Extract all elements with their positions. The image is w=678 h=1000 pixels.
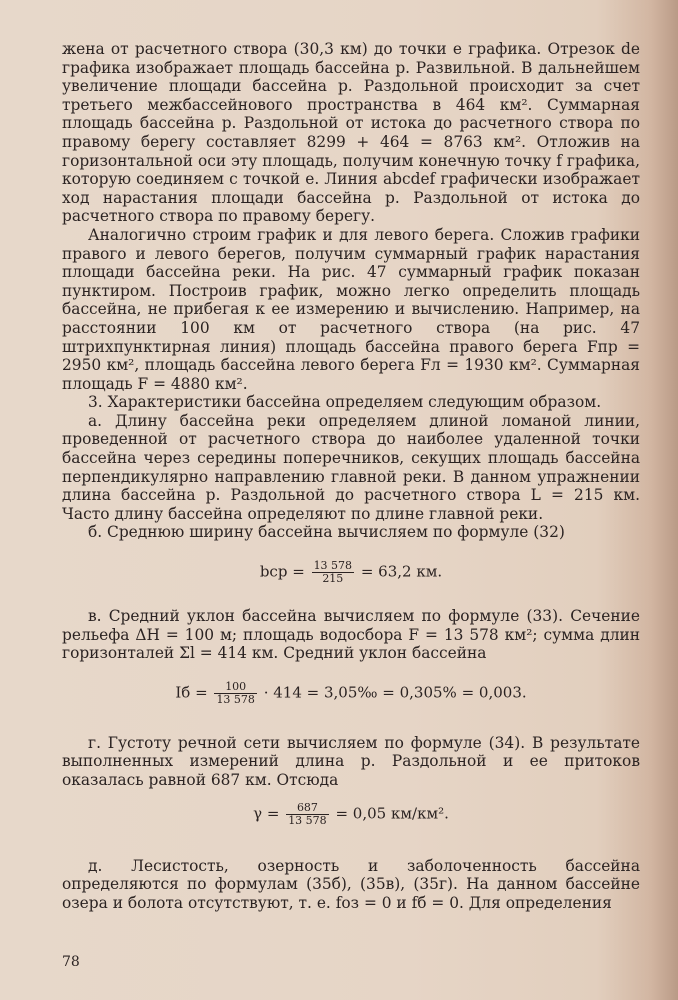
paragraph-4: а. Длину бассейна реки определяем длиной ломаной линии, проведенной от расчетного створа до наиболее удаленной точки бассейна через середины поперечников, секущих площадь бассейна перпендикулярно направлению главной реки. В данном упражнении длина бассейна р. Раздольной до расчетного створа L = 215 км. Часто длину бассейна определяют по длине главной реки. <box>62 411 640 523</box>
paragraph-7: г. Густоту речной сети вычисляем по формуле (34). В результате выполненных измерений длина р. Раздольной и ее притоков оказалась равной 687 км. Отсюда <box>62 733 640 789</box>
formula-width-rhs: = 63,2 км. <box>360 562 443 581</box>
formula-density-fraction <box>286 802 329 827</box>
formula-density-denominator: 13 578 <box>288 813 327 827</box>
paragraph-8: д. Лесистость, озерность и заболоченность бассейна определяются по формулам (35б), (35в), (35г). На данном бассейне озера и болота отсутствуют, т. е. fоз = 0 и fб = 0. Для определения <box>62 856 640 912</box>
formula-slope-lhs: Iб = <box>175 683 208 702</box>
formula-width-lhs: bср = <box>259 562 305 581</box>
page-number: 78 <box>62 954 80 970</box>
paragraph-1: жена от расчетного створа (30,3 км) до точки e графика. Отрезок de графика изображает площадь бассейна р. Развильной. В дальнейшем увеличение площади бассейна р. Раздольной происходит за счет третьего межбассейнового пространства в 464 км². Суммарная площадь бассейна р. Раздольной от истока до расчетного створа по правому берегу составляет 8299 + 464 = 8763 км². Отложив на горизонтальной оси эту площадь, получим конечную точку f графика, которую соединяем с точкой e. Линия abcdef графически изображает ход нарастания площади бассейна р. Раздольной от истока до расчетного створа по правому берегу. <box>62 40 640 226</box>
formula-slope-fraction <box>214 681 257 706</box>
formula-river-density <box>62 802 640 827</box>
formula-width-numerator: 13 578 <box>313 559 353 573</box>
formula-density-numerator: 687 <box>286 802 329 815</box>
formula-mean-slope <box>62 681 640 706</box>
formula-slope-rhs: · 414 = 3,05‰ = 0,305% = 0,003. <box>263 683 527 702</box>
formula-width-denominator: 215 <box>322 572 344 586</box>
formula-slope-numerator: 100 <box>214 681 257 694</box>
formula-mean-width <box>62 560 640 585</box>
page-text <box>62 40 640 912</box>
formula-density-rhs: = 0,05 км/км². <box>335 804 449 823</box>
formula-density-lhs: γ = <box>253 804 280 823</box>
formula-slope-denominator: 13 578 <box>216 692 255 706</box>
formula-width-fraction <box>312 560 355 585</box>
paragraph-6: в. Средний уклон бассейна вычисляем по формуле (33). Сечение рельефа ΔH = 100 м; площадь водосбора F = 13 578 км²; сумма длин горизонталей Σl = 414 км. Средний уклон бассейна <box>62 607 640 663</box>
paragraph-5: б. Среднюю ширину бассейна вычисляем по формуле (32) <box>88 523 565 542</box>
paragraph-2: Аналогично строим график и для левого берега. Сложив графики правого и левого берегов, получим суммарный график нарастания площади бассейна реки. На рис. 47 суммарный график показан пунктиром. Построив график, можно легко определить площадь бассейна, не прибегая к ее измерению и вычислению. Например, на расстоянии 100 км от расчетного створа (на рис. 47 штрихпунктирная линия) площадь бассейна правого берега Fпр = 2950 км², площадь бассейна левого берега Fл = 1930 км². Суммарная площадь F = 4880 км². <box>62 225 640 393</box>
paragraph-3: 3. Характеристики бассейна определяем следующим образом. <box>88 393 602 412</box>
